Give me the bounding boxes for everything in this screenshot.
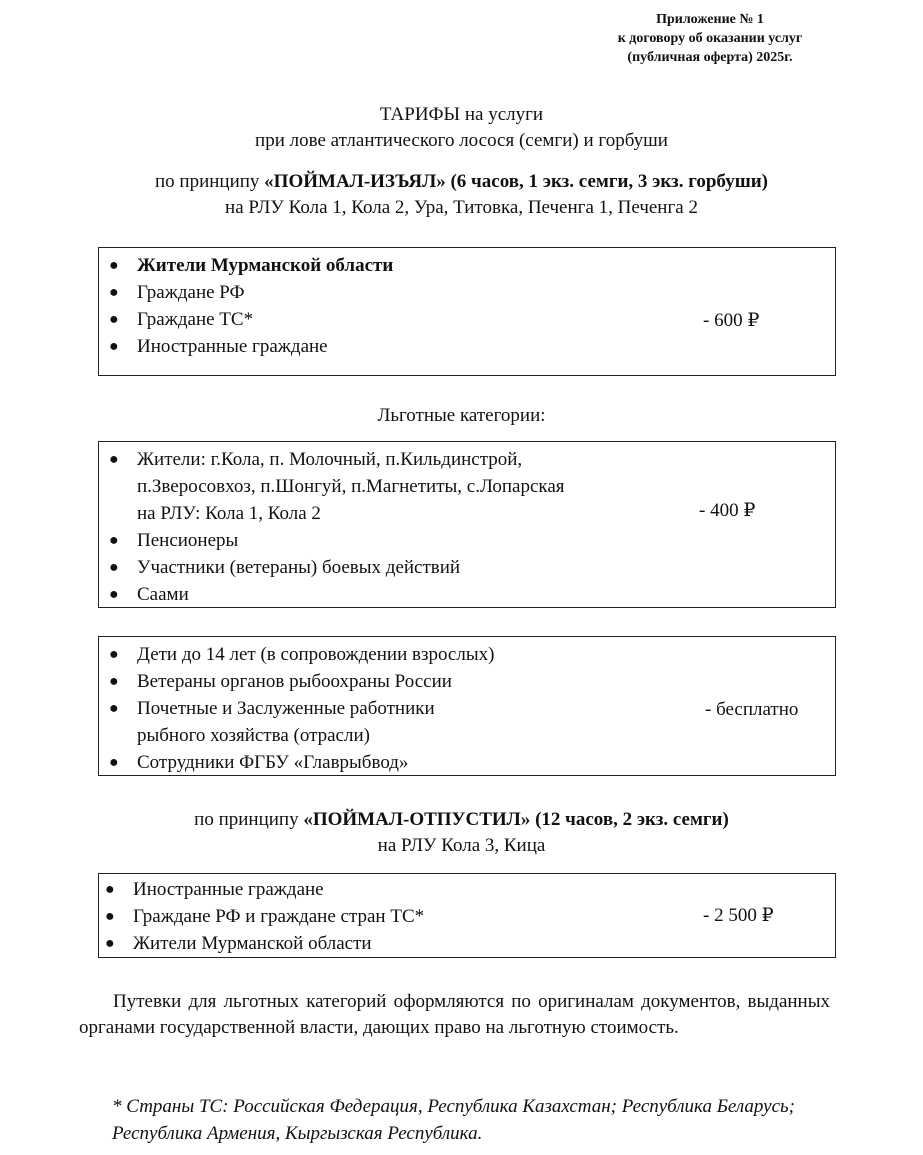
price-2500: - 2 500 ₽ (703, 905, 774, 926)
bullet-icon: ● (109, 532, 119, 549)
list-item: ● Иностранные граждане (107, 333, 393, 360)
tariff-box-free (98, 636, 836, 776)
section2-locations: на РЛУ Кола 3, Кица (377, 835, 546, 856)
bullet-icon: ● (109, 646, 119, 663)
price-free: - бесплатно (705, 699, 799, 720)
category-list (107, 641, 494, 776)
list-item: ● Участники (ветераны) боевых действий (107, 554, 565, 581)
bullet-icon: ● (109, 673, 119, 690)
tariff-box-benefits (98, 441, 836, 608)
price-600: - 600 ₽ (703, 310, 760, 331)
section2-prefix: по принципу (194, 809, 304, 830)
list-item: ● Граждане РФ и граждане стран ТС* (103, 903, 424, 930)
list-item: ● Ветераны органов рыбоохраны России (107, 668, 494, 695)
list-item: ● Жители Мурманской области (107, 252, 393, 279)
bullet-icon: ● (109, 700, 119, 717)
category-list (107, 252, 393, 360)
section1-locations: на РЛУ Кола 1, Кола 2, Ура, Титовка, Печенга 1, Печенга 2 (225, 197, 698, 218)
benefits-heading: Льготные категории: (377, 405, 546, 426)
tariff-box-release (98, 873, 836, 958)
tariff-box-standard (98, 247, 836, 376)
appendix-header (560, 10, 860, 67)
bullet-icon: ● (109, 257, 119, 274)
tariffs-subtitle: при лове атлантического лосося (семги) и горбуши (255, 130, 668, 151)
section2-principle: «ПОЙМАЛ-ОТПУСТИЛ» (12 часов, 2 экз. семги) (303, 809, 729, 830)
section1-heading (0, 170, 923, 194)
list-item: ● Жители: г.Кола, п. Молочный, п.Кильдинстрой, п.Зверосовхоз, п.Шонгуй, п.Магнетиты, с.Лопарская на РЛУ: Кола 1, Кола 2 (107, 446, 565, 527)
section1-prefix: по принципу (154, 171, 265, 192)
list-item: ● Дети до 14 лет (в сопровождении взрослых) (107, 641, 494, 668)
footnote: * Страны ТС: Российская Федерация, Республика Казахстан; Республика Беларусь; Республика Армения, Кыргызская Республика. (112, 1096, 795, 1144)
bullet-icon: ● (105, 881, 115, 898)
list-item: ● Иностранные граждане (103, 876, 424, 903)
category-list (107, 446, 565, 608)
appendix-line-3: (публичная оферта) 2025г. (627, 50, 793, 65)
section1-principle: «ПОЙМАЛ-ИЗЪЯЛ» (6 часов, 1 экз. семги, 3 экз. горбуши) (264, 171, 769, 192)
bullet-icon: ● (109, 451, 119, 468)
bullet-icon: ● (109, 754, 119, 771)
bullet-icon: ● (109, 338, 119, 355)
list-item: ● Жители Мурманской области (103, 930, 424, 957)
bullet-icon: ● (109, 586, 119, 603)
section2-heading (0, 808, 923, 832)
price-400: - 400 ₽ (699, 500, 756, 521)
list-item: ● Граждане ТС* (107, 306, 393, 333)
bullet-icon: ● (105, 908, 115, 925)
bullet-icon: ● (109, 559, 119, 576)
appendix-line-1: Приложение № 1 (656, 12, 764, 27)
category-list (103, 876, 424, 957)
list-item: ● Граждане РФ (107, 279, 393, 306)
bullet-icon: ● (109, 311, 119, 328)
note-paragraph: Путевки для льготных категорий оформляются по оригиналам документов, выданных органами государственной власти, дающих право на льготную стоимость. (79, 991, 830, 1038)
appendix-line-2: к договору об оказании услуг (617, 31, 803, 46)
tariffs-title: ТАРИФЫ на услуги (379, 104, 544, 125)
list-item: ● Почетные и Заслуженные работники рыбного хозяйства (отрасли) (107, 695, 494, 749)
bullet-icon: ● (109, 284, 119, 301)
bullet-icon: ● (105, 935, 115, 952)
list-item: ● Пенсионеры (107, 527, 565, 554)
list-item: ● Сотрудники ФГБУ «Главрыбвод» (107, 749, 494, 776)
list-item: ● Саами (107, 581, 565, 608)
